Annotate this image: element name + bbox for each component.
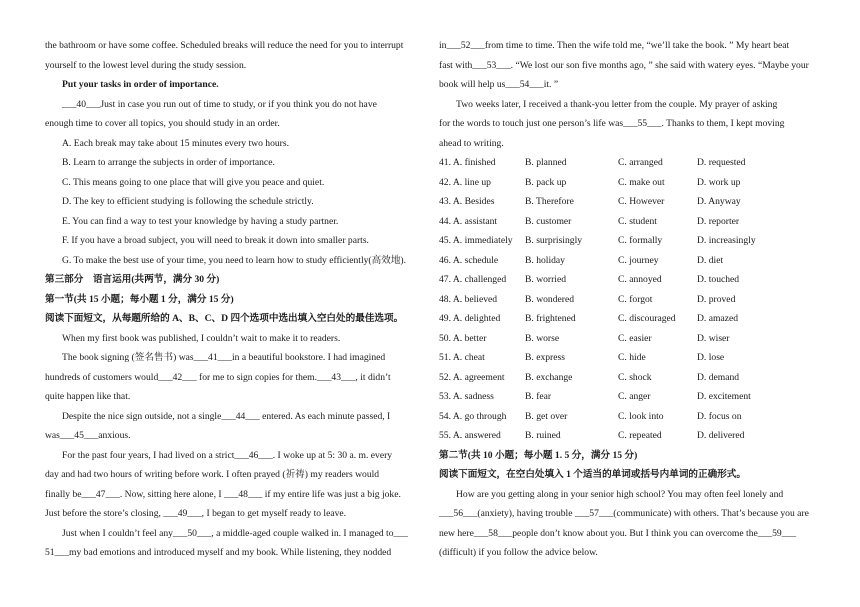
text-line: ___40___Just in case you run out of time to study, or if you think you do not have (62, 98, 377, 110)
option-choice: C. journey (618, 254, 659, 266)
text-line: (difficult) if you follow the advice below. (439, 547, 598, 558)
option-choice: B. planned (525, 157, 567, 168)
option-choice: D. wiser (697, 332, 730, 344)
text-line: G. To make the best use of your time, you need to learn how to study efficiently(高效地). (62, 254, 407, 266)
option-choice: C. discouraged (618, 313, 676, 324)
text-line: was___45___anxious. (45, 430, 131, 441)
text-line: The book signing (签名售书) was___41___in a beautiful bookstore. I had imagined (62, 352, 386, 363)
text-line: 第二节(共 10 小题；每小题 1. 5 分，满分 15 分) (439, 449, 638, 461)
option-choice: C. shock (618, 371, 652, 383)
option-choice: C. easier (618, 332, 652, 344)
text-line: E. You can find a way to test your knowledge by having a study partner. (62, 215, 339, 227)
option-choice: 54. A. go through (439, 410, 507, 422)
option-choice: 55. A. answered (439, 430, 501, 441)
option-choice: C. look into (618, 410, 664, 422)
text-line: new here___58___people don’t know about you. But I think you can overcome the___59___ (439, 527, 797, 539)
text-line: C. This means going to one place that will give you peace and quiet. (62, 176, 325, 188)
text-line: for the words to touch just one person’s life was___55___. Thanks to them, I kept moving (439, 118, 785, 129)
text-line: 阅读下面短文，在空白处填入 1 个适当的单词或括号内单词的正确形式。 (439, 469, 746, 480)
text-line: When my first book was published, I couldn’t wait to make it to readers. (62, 332, 341, 344)
option-choice: C. repeated (618, 430, 662, 441)
option-choice: C. forgot (618, 293, 653, 305)
right-column (439, 36, 817, 563)
option-choice: C. make out (618, 176, 665, 188)
option-choice: 42. A. line up (439, 176, 491, 188)
option-choice: 52. A. agreement (439, 371, 505, 383)
option-row (439, 348, 817, 368)
option-choice: C. student (618, 215, 657, 227)
option-choice: B. ruined (525, 430, 561, 441)
option-choice: C. formally (618, 235, 663, 246)
text-line: B. Learn to arrange the subjects in order of importance. (62, 157, 275, 168)
option-row (439, 329, 817, 349)
text-line: enough time to cover all topics, you should study in an order. (45, 118, 280, 129)
option-row (439, 387, 817, 407)
text-line: F. If you have a broad subject, you will need to break it down into smaller parts. (62, 235, 369, 246)
option-choice: C. However (618, 196, 665, 207)
option-choice: 43. A. Besides (439, 196, 495, 207)
option-choice: C. annoyed (618, 274, 662, 285)
text-line: For the past four years, I had lived on a strict___46___. I woke up at 5: 30 a. m. every (62, 449, 393, 461)
option-row (439, 231, 817, 251)
option-choice: D. touched (697, 274, 740, 285)
option-choice: 51. A. cheat (439, 352, 485, 363)
text-line: 阅读下面短文，从每题所给的 A、B、C、D 四个选项中选出填入空白处的最佳选项。 (45, 313, 404, 324)
option-row (439, 192, 817, 212)
option-row (439, 290, 817, 310)
option-choice: C. arranged (618, 157, 663, 168)
option-choice: 46. A. schedule (439, 254, 499, 266)
option-choice: 53. A. sadness (439, 391, 494, 402)
option-choice: B. get over (525, 410, 568, 422)
option-row (439, 251, 817, 271)
option-choice: C. hide (618, 352, 646, 363)
text-line: yourself to the lowest level during the study session. (45, 59, 247, 71)
left-column (45, 36, 423, 563)
option-choice: B. worried (525, 274, 567, 285)
text-line: in___52___from time to time. Then the wife told me, “we’ll take the book. ” My heart beat (439, 40, 790, 51)
option-choice: 47. A. challenged (439, 274, 507, 285)
option-choice: D. lose (697, 352, 725, 363)
option-row (439, 407, 817, 427)
option-choice: D. work up (697, 176, 741, 188)
text-line: 51___my bad emotions and introduced myself and my book. While listening, they nodded (45, 547, 392, 558)
text-line: hundreds of customers would___42___ for me to sign copies for them.___43___, it didn’t (45, 371, 391, 383)
option-row (439, 368, 817, 388)
option-row (439, 426, 817, 446)
option-choice: 44. A. assistant (439, 215, 498, 227)
option-choice: D. diet (697, 254, 724, 266)
text-line: ahead to writing. (439, 137, 504, 149)
option-choice: 48. A. believed (439, 293, 498, 305)
option-choice: B. wondered (525, 293, 575, 305)
option-choice: 49. A. delighted (439, 313, 501, 324)
option-choice: D. excitement (697, 391, 751, 402)
option-choice: D. demand (697, 371, 740, 383)
text-line: A. Each break may take about 15 minutes every two hours. (62, 137, 289, 149)
text-line: How are you getting along in your senior high school? You may often feel lonely and (456, 488, 784, 500)
option-choice: B. fear (525, 391, 552, 402)
text-line: fast with___53___. “We lost our son five months ago, ” she said with watery eyes. “Maybe your (439, 59, 809, 71)
option-choice: D. requested (697, 157, 746, 168)
option-row (439, 212, 817, 232)
option-row (439, 153, 817, 173)
option-row (439, 173, 817, 193)
option-choice: 50. A. better (439, 332, 487, 344)
option-choice: D. amazed (697, 313, 739, 324)
option-row (439, 270, 817, 290)
option-choice: B. pack up (525, 176, 567, 188)
option-choice: C. anger (618, 391, 651, 402)
text-line: day and had two hours of writing before work. I often prayed (祈祷) my readers would (45, 469, 380, 480)
text-line: finally be___47___. Now, sitting here alone, I ___48___ if my entire life was just a big joke. (45, 488, 401, 500)
option-choice: D. Anyway (697, 196, 741, 207)
option-choice: B. frightened (525, 313, 576, 324)
text-line: Put your tasks in order of importance. (62, 79, 219, 90)
text-line: 第三部分 语言运用(共两节，满分 30 分) (45, 274, 220, 285)
option-choice: D. delivered (697, 430, 745, 441)
option-choice: 45. A. immediately (439, 235, 513, 246)
option-choice: B. express (525, 352, 565, 363)
text-line: quite happen like that. (45, 391, 131, 402)
text-line: book will help us___54___it. ” (439, 79, 559, 90)
option-choice: D. proved (697, 293, 736, 305)
text-line: ___56___(anxiety), having trouble ___57___(communicate) with others. That’s because you are (439, 508, 809, 519)
option-choice: B. worse (525, 332, 560, 344)
text-line: 第一节(共 15 小题；每小题 1 分，满分 15 分) (45, 293, 234, 305)
text-line: Just before the store’s closing, ___49___, I began to get myself ready to leave. (45, 508, 347, 519)
option-choice: 41. A. finished (439, 157, 496, 168)
text-line: Despite the nice sign outside, not a single___44___ entered. As each minute passed, I (62, 410, 391, 422)
option-choice: D. increasingly (697, 235, 756, 246)
text-line: Just when I couldn’t feel any___50___, a middle-aged couple walked in. I managed to___ (62, 527, 408, 539)
option-choice: D. reporter (697, 215, 740, 227)
option-choice: B. surprisingly (525, 235, 583, 246)
text-line: the bathroom or have some coffee. Scheduled breaks will reduce the need for you to interrupt (45, 40, 404, 51)
option-choice: B. holiday (525, 254, 565, 266)
option-choice: D. focus on (697, 410, 742, 422)
option-choice: B. exchange (525, 371, 573, 383)
option-choice: B. customer (525, 215, 572, 227)
text-line: D. The key to efficient studying is following the schedule strictly. (62, 196, 314, 207)
text-line: Two weeks later, I received a thank-you letter from the couple. My prayer of asking (456, 98, 778, 110)
option-choice: B. Therefore (525, 196, 574, 207)
option-row (439, 309, 817, 329)
